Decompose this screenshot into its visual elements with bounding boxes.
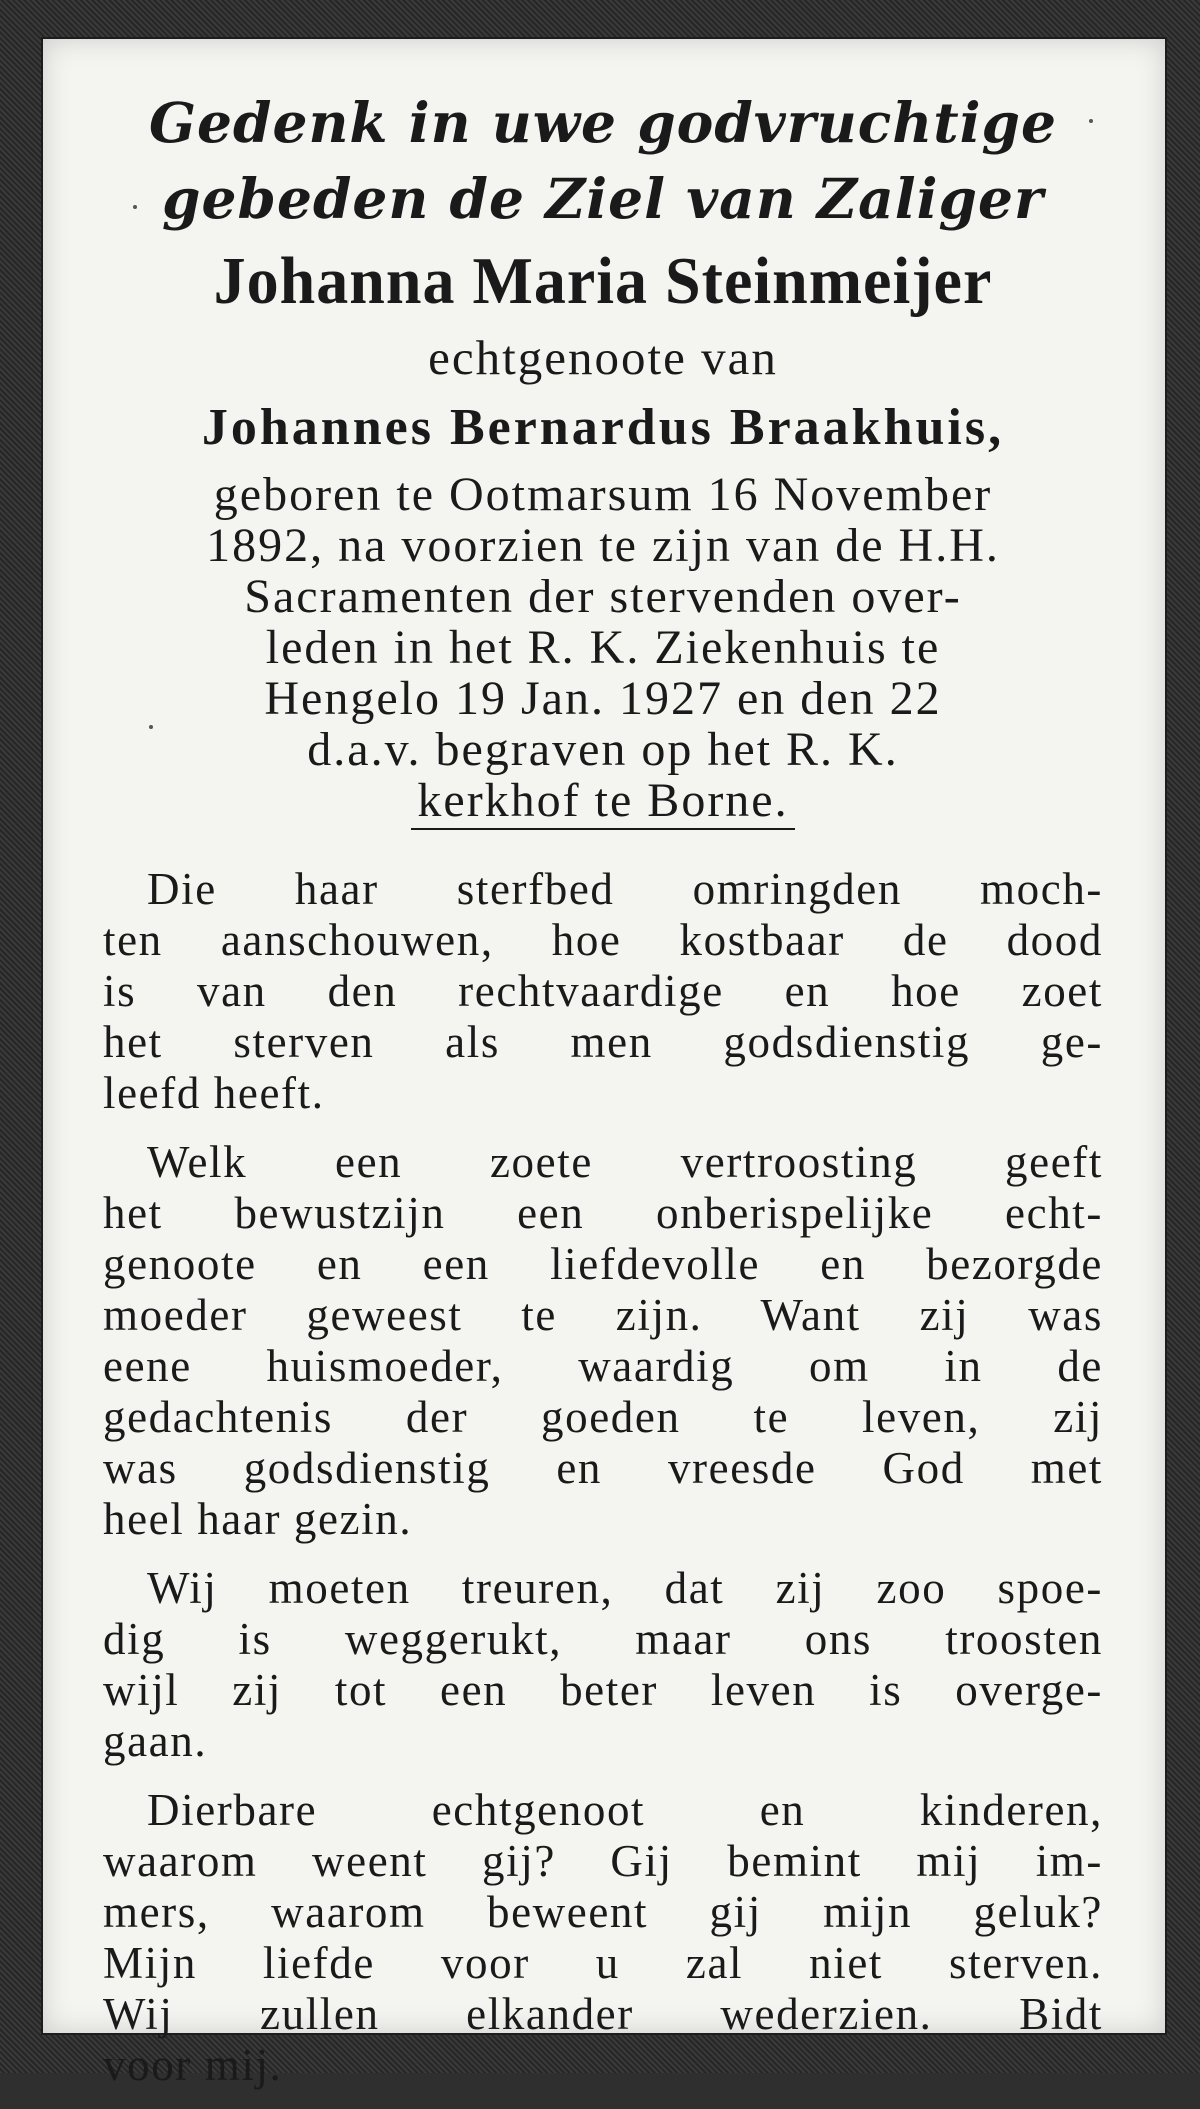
detail-line: Hengelo 19 Jan. 1927 en den 22 xyxy=(264,672,942,725)
text-line: waarom weent gij? Gij bemint mij im- xyxy=(103,1836,1103,1886)
relation-label: echtgenoote van xyxy=(428,330,778,385)
print-speck xyxy=(1089,119,1093,123)
detail-line-wrapper xyxy=(103,775,1103,830)
detail-line: Sacramenten der stervenden over- xyxy=(244,570,962,623)
paragraph xyxy=(103,1563,1103,1767)
print-speck xyxy=(133,205,137,209)
text-line: wijl zij tot een beter leven is overge- xyxy=(103,1665,1103,1715)
text-line: mers, waarom beweent gij mijn geluk? xyxy=(103,1887,1103,1937)
paragraph xyxy=(103,1137,1103,1545)
burial-place: kerkhof te Borne. xyxy=(411,775,794,830)
memorial-text xyxy=(103,864,1103,2091)
text-line: heel haar gezin. xyxy=(103,1494,413,1544)
text-line: dig is weggerukt, maar ons troosten xyxy=(103,1614,1103,1664)
text-line: Wij zullen elkander wederzien. Bidt xyxy=(103,1989,1103,2039)
text-line: voor mij. xyxy=(103,2040,283,2090)
text-line: Die haar sterfbed omringden moch- xyxy=(147,864,1103,914)
deceased-name: Johanna Maria Steinmeijer xyxy=(213,243,993,318)
text-line: Wij moeten treuren, dat zij zoo spoe- xyxy=(147,1563,1103,1613)
text-line: Dierbare echtgenoot en kinderen, xyxy=(147,1785,1103,1835)
text-line: leefd heeft. xyxy=(103,1068,325,1118)
detail-line: geboren te Ootmarsum 16 November xyxy=(213,468,993,521)
text-line: ten aanschouwen, hoe kostbaar de dood xyxy=(103,915,1103,965)
memorial-card xyxy=(41,37,1167,2090)
text-line: is van den rechtvaardige en hoe zoet xyxy=(103,966,1103,1016)
detail-line: 1892, na voorzien te zijn van de H.H. xyxy=(206,519,1000,572)
card-content xyxy=(103,57,1103,2109)
text-line: moeder geweest te zijn. Want zij was xyxy=(103,1290,1103,1340)
intro-line: Gedenk in uwe godvruchtige xyxy=(149,90,1057,155)
text-line: het bewustzijn een onberispelijke echt- xyxy=(103,1188,1103,1238)
text-line: gedachtenis der goeden te leven, zij xyxy=(103,1392,1103,1442)
text-line: eene huismoeder, waardig om in de xyxy=(103,1341,1103,1391)
intro-verse xyxy=(103,85,1103,237)
text-line: gaan. xyxy=(103,1716,208,1766)
paragraph xyxy=(103,1785,1103,2091)
life-details xyxy=(103,469,1103,830)
intro-line: gebeden de Ziel van Zaliger xyxy=(162,166,1044,231)
text-line: Welk een zoete vertroosting geeft xyxy=(147,1137,1103,1187)
paragraph xyxy=(103,864,1103,1119)
spouse-name: Johannes Bernardus Braakhuis, xyxy=(201,399,1005,456)
text-line: het sterven als men godsdienstig ge- xyxy=(103,1017,1103,1067)
text-line: was godsdienstig en vreesde God met xyxy=(103,1443,1103,1493)
text-line: Mijn liefde voor u zal niet sterven. xyxy=(103,1938,1103,1988)
detail-line: d.a.v. begraven op het R. K. xyxy=(307,723,899,776)
detail-line: leden in het R. K. Ziekenhuis te xyxy=(265,621,941,674)
text-line: genoote en een liefdevolle en bezorgde xyxy=(103,1239,1103,1289)
print-speck xyxy=(149,725,153,729)
